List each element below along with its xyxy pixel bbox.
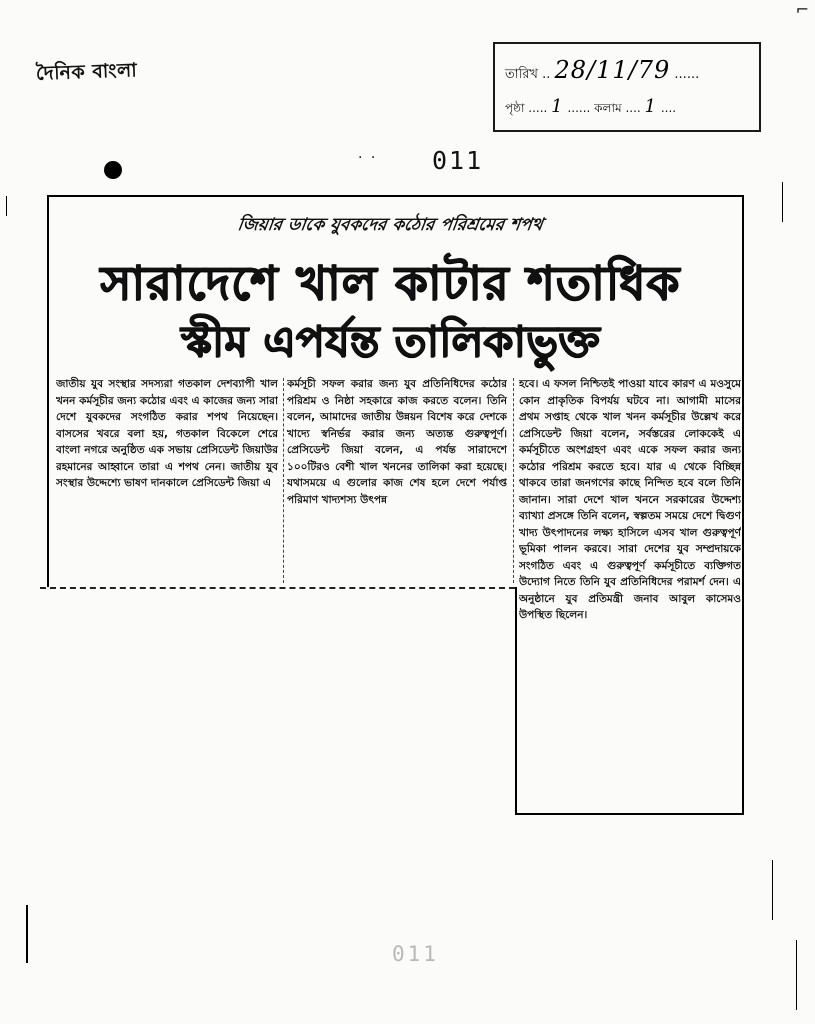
clipping-border-cut-left (40, 587, 515, 589)
stamp-column-label: কলাম (594, 101, 622, 115)
stamp-page-value: 1 (551, 96, 564, 117)
scan-margin-mark (26, 905, 28, 963)
scan-margin-mark (782, 182, 783, 222)
article-headline-line2: স্কীম এপর্যন্ত তালিকাভুক্ত (180, 317, 600, 367)
article-headline-line1: সারাদেশে খাল কাটার শতাধিক (99, 256, 680, 311)
clipping-border-right (742, 371, 744, 815)
stamp-date-label: তারিখ (505, 67, 538, 82)
scan-margin-mark (6, 196, 7, 216)
newspaper-masthead: দৈনিক বাংলা (35, 59, 138, 85)
stamp-page-row: পৃষ্ঠা ..... 1 ...... কলাম .... 1 .... (505, 96, 677, 117)
column-separator (283, 378, 284, 583)
clipping-border-col3-left (515, 587, 517, 815)
column-separator (513, 378, 514, 583)
stamp-page-label: পৃষ্ঠা (505, 101, 525, 115)
stamp-date-value: 28/11/79 (554, 56, 671, 84)
punch-hole-mark (104, 161, 122, 179)
article-kicker: জিয়ার ডাকে যুবকদের কঠোর পরিশ্রমের শপথ (236, 215, 544, 235)
archive-page-number: 011 (432, 146, 484, 175)
article-column-2: কর্মসূচী সফল করার জন্য যুব প্রতিনিধিদের কঠোর পরিশ্রম ও নিষ্ঠা সহকারে কাজ করতে বলেন। তিনি বলেন, আমাদের জাতীয় উন্নয়ন বিশেষ করে দেশকে খাদ্যে স্বনির্ভর করার জন্য অত্যন্ত গুরুত্বপূর্ণ। প্রেসিডেন্ট জিয়া বলেন, এ পর্যন্ত সারাদেশে ১০০টিরও বেশী খাল খননের তালিকা করা হয়েছে। যথাসময়ে এ গুলোর কাজ শেষ হলে দেশে পর্যাপ্ত পরিমাণ খাদ্যশস্য উৎপন্ন (287, 378, 507, 506)
scan-corner-mark: ⌐ (795, 0, 809, 19)
ink-dots: · · (358, 150, 378, 166)
clipping-border-bottom (515, 813, 744, 815)
faded-page-stamp: 011 (392, 942, 439, 966)
stamp-date-row: তারিখ .. 28/11/79 ...... (505, 56, 700, 84)
scan-margin-mark (772, 860, 773, 920)
clipping-stamp (493, 42, 761, 132)
article-column-3: হবে। এ ফসল নিশ্চিতই পাওয়া যাবে কারণ এ মওসুমে কোন প্রাকৃতিক বিপর্যয় ঘটবে না। আগামী মাসের প্রথম সপ্তাহ থেকে খাল খনন কর্মসূচীর উল্লেখ করে প্রেসিডেন্ট জিয়া বলেন, সর্বস্তরের লোককেই এ কর্মসূচীতে অংশগ্রহণ এবং একে সফল করার জন্য কঠোর পরিশ্রম করতে হবে। যার এ থেকে বিচ্ছিন্ন থাকবে তারা জনগণের কাছে নিন্দিত হবে বলে তিনি জানান। সারা দেশে খাল খননে সরকারের উদ্দেশ্য ব্যাখ্যা প্রসঙ্গে তিনি বলেন, স্বল্পতম সময়ে দেশে দ্বিগুণ খাদ্য উৎপাদনের লক্ষ্য হাসিলে এসব খাল গুরুত্বপূর্ণ ভূমিকা পালন করবে। সারা দেশের যুব সম্প্রদায়কে সংগঠিত এবং এ গুরুত্বপূর্ণ কর্মসূচীতে ব্যক্তিগত উদ্যোগ নিতে তিনি যুব প্রতিনিধিদের পরামর্শ দেন। এ অনুষ্ঠানে যুব প্রতিমন্ত্রী জনাব আবুল কাসেমও উপস্থিত ছিলেন। (519, 378, 741, 621)
stamp-column-value: 1 (644, 96, 657, 117)
scan-margin-mark (796, 940, 797, 1010)
article-column-1: জাতীয় যুব সংস্থার সদস্যরা গতকাল দেশব্যাপী খাল খনন কর্মসূচীর জন্য কঠোর এবং এ কাজের জন্য সারা দেশে যুবকদের সংগঠিত করার শপথ নিয়েছেন। বাসসের খবরে বলা হয়, গতকাল বিকেলে শেরে বাংলা নগরে অনুষ্ঠিত এক সভায় প্রেসিডেন্ট জিয়াউর রহমানের আহ্বানে তারা এ শপথ নেন। জাতীয় যুব সংস্থার উদ্দেশ্যে ভাষণ দানকালে প্রেসিডেন্ট জিয়া এ (56, 378, 278, 489)
clipping-border-left (47, 371, 49, 587)
